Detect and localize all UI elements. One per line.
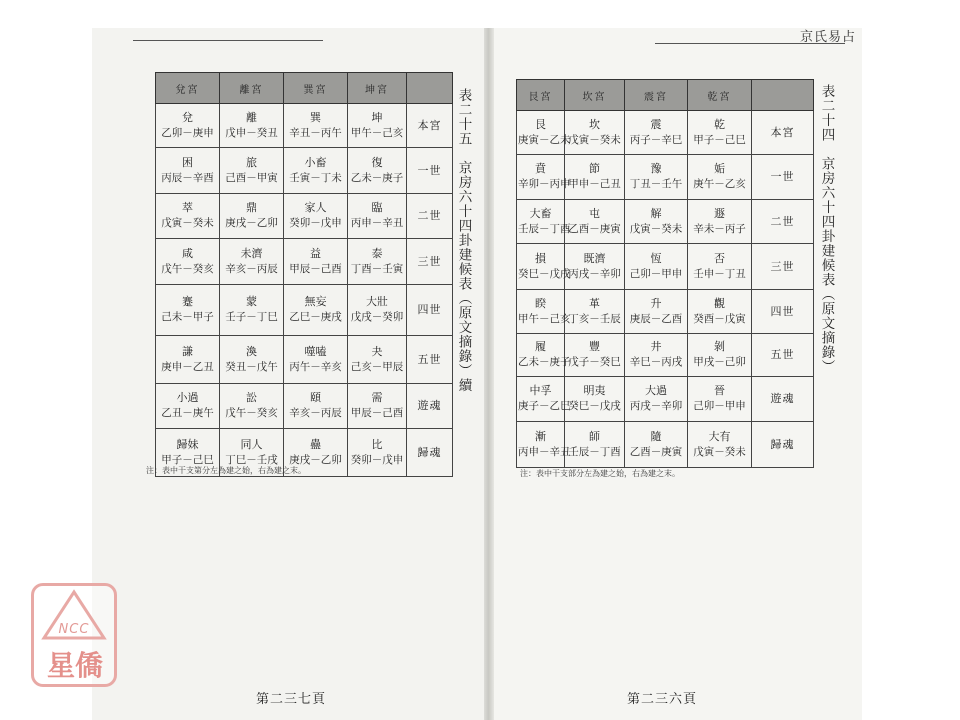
stem-branch-range: 庚午－乙亥 <box>693 178 746 191</box>
table-row <box>517 200 814 244</box>
stem-branch-range: 癸巳－戊戌 <box>568 400 621 413</box>
column-header: 兌宮 <box>156 73 220 104</box>
table-row <box>156 104 453 148</box>
stem-branch-range: 癸巳－戊戌 <box>518 267 571 280</box>
stem-branch-range: 辛丑－丙午 <box>289 126 342 139</box>
generation-label: 五世 <box>407 336 453 384</box>
stem-branch-range: 丙申－辛丑 <box>350 217 404 230</box>
hexagram-name: 未濟 <box>240 246 263 260</box>
hexagram-cell <box>625 155 688 200</box>
hexagram-name: 旅 <box>246 155 257 169</box>
stem-branch-range: 庚子－乙巳 <box>518 400 571 413</box>
left-table-title: 表二十五 京房六十四卦建候表（原文摘錄）續 <box>455 88 472 393</box>
ncc-watermark-stamp <box>31 583 117 687</box>
hexagram-cell <box>284 148 348 194</box>
hexagram-name: 同人 <box>240 437 263 451</box>
hexagram-cell <box>156 194 220 239</box>
hexagram-cell <box>220 336 284 384</box>
hexagram-name: 晉 <box>714 384 725 398</box>
stem-branch-range: 丁亥－壬辰 <box>568 312 621 325</box>
generation-label: 歸魂 <box>407 429 453 477</box>
right-page-number: 第二三六頁 <box>627 692 698 707</box>
stem-branch-range: 辛巳－丙戌 <box>629 356 683 369</box>
hexagram-name: 井 <box>650 340 662 354</box>
hexagram-name: 解 <box>650 206 662 220</box>
hexagram-cell <box>284 285 348 336</box>
stem-branch-range: 丁丑－壬午 <box>629 178 683 191</box>
stem-branch-range: 乙巳－庚戌 <box>289 311 342 324</box>
hexagram-cell <box>284 384 348 429</box>
hexagram-cell <box>348 239 407 285</box>
hexagram-cell <box>517 422 571 468</box>
hexagram-name: 大壯 <box>366 295 388 309</box>
stem-branch-range: 戊午－癸亥 <box>225 407 278 420</box>
stem-branch-range: 乙丑－庚午 <box>161 407 214 420</box>
hexagram-cell <box>517 290 571 334</box>
hexagram-name: 屯 <box>589 206 600 220</box>
stem-branch-range: 丁酉－壬寅 <box>350 262 404 275</box>
triangle-icon <box>34 586 114 646</box>
table-header-row <box>517 80 814 111</box>
column-header: 乾宮 <box>688 80 752 111</box>
stem-branch-range: 辛亥－丙辰 <box>289 407 342 420</box>
hexagram-name: 大畜 <box>529 206 552 220</box>
stem-branch-range: 癸酉－戊寅 <box>693 312 746 325</box>
running-head: 京氏易占 <box>799 30 856 45</box>
left-table-note: 注：表中干支第分左為建之始，右為建之末。 <box>146 466 306 475</box>
hexagram-cell <box>565 334 625 377</box>
hexagram-cell <box>625 200 688 244</box>
stem-branch-range: 壬辰－丁酉 <box>568 445 621 458</box>
table-row <box>517 377 814 422</box>
generation-label: 遊魂 <box>752 377 814 422</box>
stem-branch-range: 甲戌－己卯 <box>693 356 746 369</box>
generation-label: 本宮 <box>407 104 453 148</box>
left-page-number: 第二三七頁 <box>256 692 327 707</box>
stem-branch-range: 戊午－癸亥 <box>161 262 214 275</box>
hexagram-name: 萃 <box>182 201 193 215</box>
stem-branch-range: 壬辰－丁酉 <box>518 222 571 235</box>
hexagram-cell <box>688 244 752 290</box>
hexagram-cell <box>348 104 407 148</box>
stem-branch-range: 乙未－庚子 <box>350 171 404 184</box>
hexagram-name: 巽 <box>310 110 321 124</box>
stem-branch-range: 乙未－庚子 <box>518 356 571 369</box>
hexagram-name: 履 <box>535 340 546 354</box>
stem-branch-range: 己酉－甲寅 <box>225 171 278 184</box>
right-table-title: 表二十四 京房六十四卦建候表（原文摘錄） <box>818 84 835 374</box>
hexagram-name: 鼎 <box>246 201 257 215</box>
hexagram-cell <box>625 334 688 377</box>
hexagram-name: 遯 <box>714 206 725 220</box>
stem-branch-range: 癸卯－戊申 <box>289 217 342 230</box>
stem-branch-range: 辛未－丙子 <box>693 222 746 235</box>
hexagram-name: 姤 <box>714 162 725 176</box>
table-row <box>156 336 453 384</box>
stem-branch-range: 庚戌－乙卯 <box>289 453 342 466</box>
generation-label: 四世 <box>752 290 814 334</box>
generation-label: 一世 <box>407 148 453 194</box>
left-hexagram-table <box>155 72 453 477</box>
stem-branch-range: 戊戌－癸卯 <box>350 311 404 324</box>
stem-branch-range: 丙戌－辛卯 <box>568 267 621 280</box>
generation-label: 一世 <box>752 155 814 200</box>
stem-branch-range: 庚申－乙丑 <box>161 360 214 373</box>
column-header: 坤宮 <box>348 73 407 104</box>
stem-branch-range: 辛亥－丙辰 <box>225 262 278 275</box>
hexagram-name: 升 <box>650 296 662 310</box>
hexagram-cell <box>220 148 284 194</box>
hexagram-cell <box>220 194 284 239</box>
hexagram-cell <box>220 104 284 148</box>
hexagram-cell <box>688 290 752 334</box>
stem-branch-range: 庚戌－乙卯 <box>225 217 278 230</box>
table-header-row <box>156 73 453 104</box>
stem-branch-range: 戊寅－癸未 <box>629 222 683 235</box>
stem-branch-range: 庚辰－乙酉 <box>629 312 683 325</box>
hexagram-cell <box>517 200 571 244</box>
generation-label: 歸魂 <box>752 422 814 468</box>
hexagram-name: 泰 <box>371 246 383 260</box>
hexagram-cell <box>625 111 688 155</box>
hexagram-name: 復 <box>371 155 383 169</box>
watermark-name: 星僑 <box>46 649 103 682</box>
generation-label: 二世 <box>407 194 453 239</box>
hexagram-cell <box>156 285 220 336</box>
hexagram-name: 乾 <box>714 117 725 131</box>
hexagram-name: 訟 <box>246 391 257 405</box>
hexagram-cell <box>565 155 625 200</box>
hexagram-cell <box>220 239 284 285</box>
hexagram-name: 頤 <box>310 391 321 405</box>
hexagram-name: 蒙 <box>246 295 257 309</box>
hexagram-name: 家人 <box>304 201 327 215</box>
generation-label: 二世 <box>752 200 814 244</box>
hexagram-name: 損 <box>535 251 546 265</box>
stem-branch-range: 丁巳－壬戌 <box>225 453 278 466</box>
generation-label: 五世 <box>752 334 814 377</box>
hexagram-cell <box>517 377 571 422</box>
hexagram-name: 蹇 <box>182 295 193 309</box>
table-row <box>156 285 453 336</box>
hexagram-name: 賁 <box>535 162 546 176</box>
hexagram-cell <box>565 377 625 422</box>
hexagram-cell <box>565 200 625 244</box>
hexagram-name: 漸 <box>535 429 546 443</box>
hexagram-name: 革 <box>589 296 600 310</box>
stem-branch-range: 甲辰－己酉 <box>289 262 342 275</box>
hexagram-cell <box>517 334 571 377</box>
table-row <box>156 148 453 194</box>
column-header: 離宮 <box>220 73 284 104</box>
stem-branch-range: 己未－甲子 <box>161 311 214 324</box>
hexagram-cell <box>688 111 752 155</box>
right-hexagram-table <box>516 79 814 468</box>
table-row <box>517 155 814 200</box>
hexagram-cell <box>348 194 407 239</box>
hexagram-cell <box>688 200 752 244</box>
table-row <box>517 422 814 468</box>
hexagram-cell <box>688 422 752 468</box>
hexagram-cell <box>688 377 752 422</box>
column-header: 震宮 <box>625 80 688 111</box>
hexagram-name: 謙 <box>182 344 193 358</box>
hexagram-name: 兌 <box>182 110 193 124</box>
hexagram-name: 無妄 <box>304 295 327 309</box>
hexagram-name: 恆 <box>650 251 662 265</box>
stem-branch-range: 壬申－丁丑 <box>693 267 746 280</box>
generation-label: 遊魂 <box>407 384 453 429</box>
stem-branch-range: 壬寅－丁未 <box>289 171 342 184</box>
hexagram-cell <box>517 155 571 200</box>
hexagram-name: 大有 <box>708 429 731 443</box>
hexagram-name: 明夷 <box>583 384 606 398</box>
hexagram-cell <box>625 244 688 290</box>
hexagram-cell <box>156 239 220 285</box>
stem-branch-range: 甲子－己巳 <box>161 453 214 466</box>
stem-branch-range: 癸丑－戊午 <box>225 360 278 373</box>
left-header-rule <box>133 40 323 41</box>
stem-branch-range: 戊寅－癸未 <box>693 445 746 458</box>
hexagram-name: 噬嗑 <box>304 344 327 358</box>
hexagram-cell <box>348 336 407 384</box>
column-header <box>752 80 814 111</box>
column-header: 坎宮 <box>565 80 625 111</box>
hexagram-name: 艮 <box>535 117 546 131</box>
hexagram-cell <box>688 155 752 200</box>
stem-branch-range: 壬子－丁巳 <box>225 311 278 324</box>
generation-label: 三世 <box>407 239 453 285</box>
hexagram-cell <box>156 104 220 148</box>
hexagram-name: 否 <box>714 251 725 265</box>
hexagram-name: 坤 <box>371 110 383 124</box>
stem-branch-range: 癸卯－戊申 <box>350 453 404 466</box>
hexagram-name: 睽 <box>535 296 546 310</box>
hexagram-cell <box>565 111 625 155</box>
generation-label: 本宮 <box>752 111 814 155</box>
hexagram-name: 既濟 <box>583 251 606 265</box>
stem-branch-range: 甲辰－己酉 <box>350 407 404 420</box>
stem-branch-range: 甲子－己巳 <box>693 133 746 146</box>
hexagram-cell <box>565 290 625 334</box>
hexagram-cell <box>220 285 284 336</box>
stem-branch-range: 乙酉－庚寅 <box>568 222 621 235</box>
hexagram-cell <box>625 377 688 422</box>
hexagram-name: 困 <box>182 155 193 169</box>
hexagram-cell <box>156 148 220 194</box>
hexagram-name: 離 <box>246 110 257 124</box>
hexagram-cell <box>565 422 625 468</box>
stem-branch-range: 甲申－己丑 <box>568 178 621 191</box>
stem-branch-range: 丙子－辛巳 <box>629 133 683 146</box>
hexagram-name: 小過 <box>176 391 199 405</box>
stem-branch-range: 己卯－甲申 <box>629 267 683 280</box>
stem-branch-range: 丙申－辛丑 <box>518 445 571 458</box>
column-header <box>407 73 453 104</box>
generation-label: 三世 <box>752 244 814 290</box>
hexagram-cell <box>517 244 571 290</box>
stem-branch-range: 甲午－己亥 <box>518 312 571 325</box>
hexagram-cell <box>284 239 348 285</box>
table-row <box>517 290 814 334</box>
hexagram-cell <box>348 384 407 429</box>
watermark-latin: NCC <box>58 622 90 637</box>
stem-branch-range: 己卯－甲申 <box>693 400 746 413</box>
hexagram-cell <box>565 244 625 290</box>
generation-label: 四世 <box>407 285 453 336</box>
table-row <box>156 384 453 429</box>
stem-branch-range: 辛卯－丙申 <box>518 178 571 191</box>
stem-branch-range: 戊子－癸巳 <box>568 356 621 369</box>
hexagram-name: 豐 <box>589 340 600 354</box>
hexagram-name: 震 <box>650 117 662 131</box>
hexagram-cell <box>517 111 571 155</box>
table-row <box>517 334 814 377</box>
stem-branch-range: 戊寅－癸未 <box>161 217 214 230</box>
stem-branch-range: 己亥－甲辰 <box>350 360 404 373</box>
hexagram-cell <box>220 384 284 429</box>
hexagram-name: 臨 <box>371 201 383 215</box>
hexagram-name: 比 <box>371 437 383 451</box>
column-header: 艮宮 <box>517 80 565 111</box>
table-row <box>156 239 453 285</box>
hexagram-cell <box>688 334 752 377</box>
hexagram-name: 師 <box>589 429 600 443</box>
hexagram-cell <box>348 429 407 477</box>
stem-branch-range: 丙辰－辛酉 <box>161 171 214 184</box>
hexagram-name: 坎 <box>589 117 600 131</box>
hexagram-cell <box>284 336 348 384</box>
stem-branch-range: 戊申－癸丑 <box>225 126 278 139</box>
hexagram-cell <box>284 104 348 148</box>
book-gutter <box>484 28 494 720</box>
hexagram-name: 剝 <box>714 340 725 354</box>
stem-branch-range: 丙午－辛亥 <box>289 360 342 373</box>
hexagram-cell <box>348 285 407 336</box>
stem-branch-range: 甲午－己亥 <box>350 126 404 139</box>
hexagram-name: 蠱 <box>310 437 321 451</box>
hexagram-name: 歸妹 <box>176 437 199 451</box>
table-row <box>517 111 814 155</box>
hexagram-name: 觀 <box>714 296 725 310</box>
stem-branch-range: 丙戌－辛卯 <box>629 400 683 413</box>
hexagram-name: 中孚 <box>529 384 552 398</box>
table-row <box>156 194 453 239</box>
hexagram-name: 節 <box>589 162 600 176</box>
hexagram-cell <box>625 290 688 334</box>
hexagram-cell <box>284 194 348 239</box>
hexagram-name: 隨 <box>650 429 662 443</box>
hexagram-name: 小畜 <box>304 155 327 169</box>
hexagram-cell <box>156 336 220 384</box>
table-row <box>517 244 814 290</box>
right-table-note: 注：表中干支部分左為建之始，右為建之末。 <box>520 469 680 478</box>
hexagram-name: 需 <box>371 391 383 405</box>
hexagram-name: 益 <box>310 246 321 260</box>
hexagram-name: 大過 <box>645 384 667 398</box>
stem-branch-range: 乙卯－庚申 <box>161 126 214 139</box>
hexagram-cell <box>625 422 688 468</box>
hexagram-name: 夬 <box>371 344 383 358</box>
stem-branch-range: 庚寅－乙未 <box>518 133 571 146</box>
hexagram-name: 咸 <box>182 246 193 260</box>
hexagram-name: 豫 <box>650 162 662 176</box>
hexagram-cell <box>348 148 407 194</box>
hexagram-cell <box>156 384 220 429</box>
stem-branch-range: 戊寅－癸未 <box>568 133 621 146</box>
hexagram-name: 渙 <box>246 344 257 358</box>
stem-branch-range: 乙酉－庚寅 <box>629 445 683 458</box>
column-header: 巽宮 <box>284 73 348 104</box>
